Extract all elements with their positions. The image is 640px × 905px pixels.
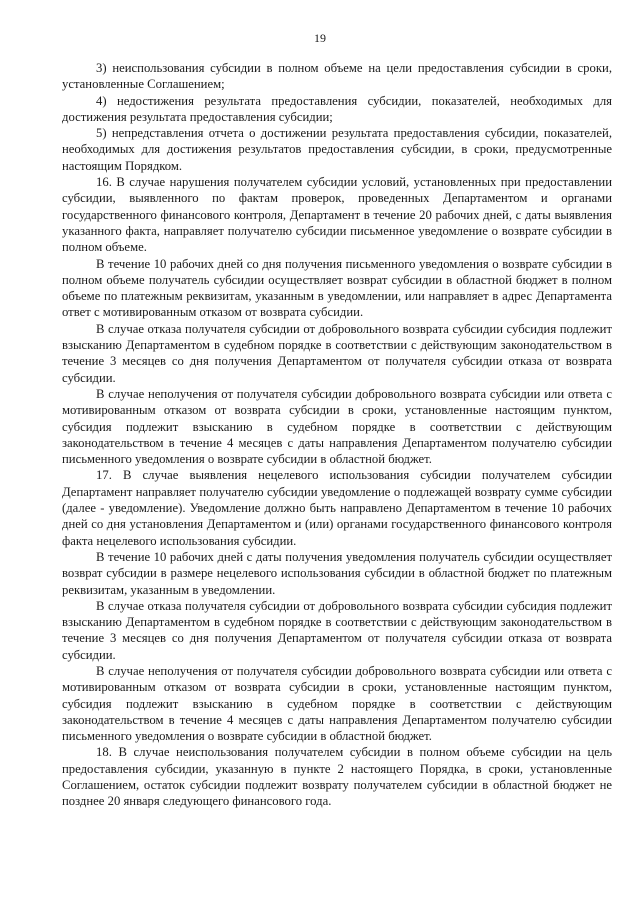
paragraph-16-return-term: В течение 10 рабочих дней со дня получения письменного уведомления о возврате субсидии в полном объеме получатель субсидии осуществляет возврат субсидии в областной бюджет в полном объеме по платежным реквизитам, указанным в уведомлении, или направляет в адрес Департамента ответ с мотивированным отказом от возврата субсидии. — [62, 256, 612, 320]
paragraph-16-refusal: В случае отказа получателя субсидии от добровольного возврата субсидии субсидия подлежит взысканию Департаментом в судебном порядке в соответствии с действующим законодательством в течение 3 месяцев со дня получения Департаментом от получателя субсидии отказа от возврата субсидии. — [62, 321, 612, 385]
document-body — [62, 60, 612, 810]
paragraph-item-4: 4) недостижения результата предоставления субсидии, показателей, необходимых для достижения результата предоставления субсидии; — [62, 93, 612, 124]
paragraph-17-return-term: В течение 10 рабочих дней с даты получения уведомления получатель субсидии осуществляет возврат субсидии в размере нецелевого использования субсидии в областной бюджет по платежным реквизитам, указанным в уведомлении. — [62, 549, 612, 597]
paragraph-16-no-response: В случае неполучения от получателя субсидии добровольного возврата субсидии или ответа с мотивированным отказом от возврата субсидии в сроки, установленные настоящим пунктом, субсидия подлежит взысканию в судебном порядке в соответствии с действующим законодательством в течение 4 месяцев с даты направления Департаментом получателю субсидии письменного уведомления о возврате субсидии в областной бюджет. — [62, 386, 612, 467]
paragraph-item-5: 5) непредставления отчета о достижении результата предоставления субсидии, показателей, необходимых для достижения результатов предоставления субсидии, в сроки, предусмотренные настоящим Порядком. — [62, 126, 612, 173]
paragraph-17-no-response: В случае неполучения от получателя субсидии добровольного возврата субсидии или ответа с мотивированным отказом от возврата субсидии в сроки, установленные настоящим пунктом, субсидия подлежит взысканию в судебном порядке в соответствии с действующим законодательством в течение 4 месяцев с даты направления Департаментом получателю субсидии письменного уведомления о возврате субсидии в областной бюджет. — [62, 663, 612, 744]
paragraph-section-16: 16. В случае нарушения получателем субсидии условий, установленных при предоставлении субсидии, выявленного по фактам проверок, проведенных Департаментом и органами государственного финансового контроля, Департамент в течение 20 рабочих дней, с даты выявления указанного факта, направляет получателю субсидии письменное уведомление о возврате субсидии в полном объеме. — [62, 175, 612, 255]
paragraph-section-17: 17. В случае выявления нецелевого использования субсидии получателем субсидии Департамент направляет получателю субсидии уведомление о подлежащей возврату сумме субсидии (далее - уведомление). Уведомление должно быть направлено Департаментом в течение 10 рабочих дней со дня установления Департаментом и (или) органами государственного финансового контроля факта нецелевого использования субсидии. — [62, 468, 612, 548]
page-number: 19 — [314, 31, 326, 45]
paragraph-item-3: 3) неиспользования субсидии в полном объеме на цели предоставления субсидии в сроки, установленные Соглашением; — [62, 61, 612, 92]
paragraph-17-refusal: В случае отказа получателя субсидии от добровольного возврата субсидии субсидия подлежит взысканию Департаментом в судебном порядке в соответствии с действующим законодательством в течение 3 месяцев со дня получения Департаментом от получателя субсидии отказа от возврата субсидии. — [62, 598, 612, 662]
paragraph-section-18: 18. В случае неиспользования получателем субсидии в полном объеме субсидии на цель предоставления субсидии, указанную в пункте 2 настоящего Порядка, в сроки, установленные Соглашением, остаток субсидии подлежит возврату получателем субсидии в областной бюджет не позднее 20 января следующего финансового года. — [62, 745, 612, 809]
